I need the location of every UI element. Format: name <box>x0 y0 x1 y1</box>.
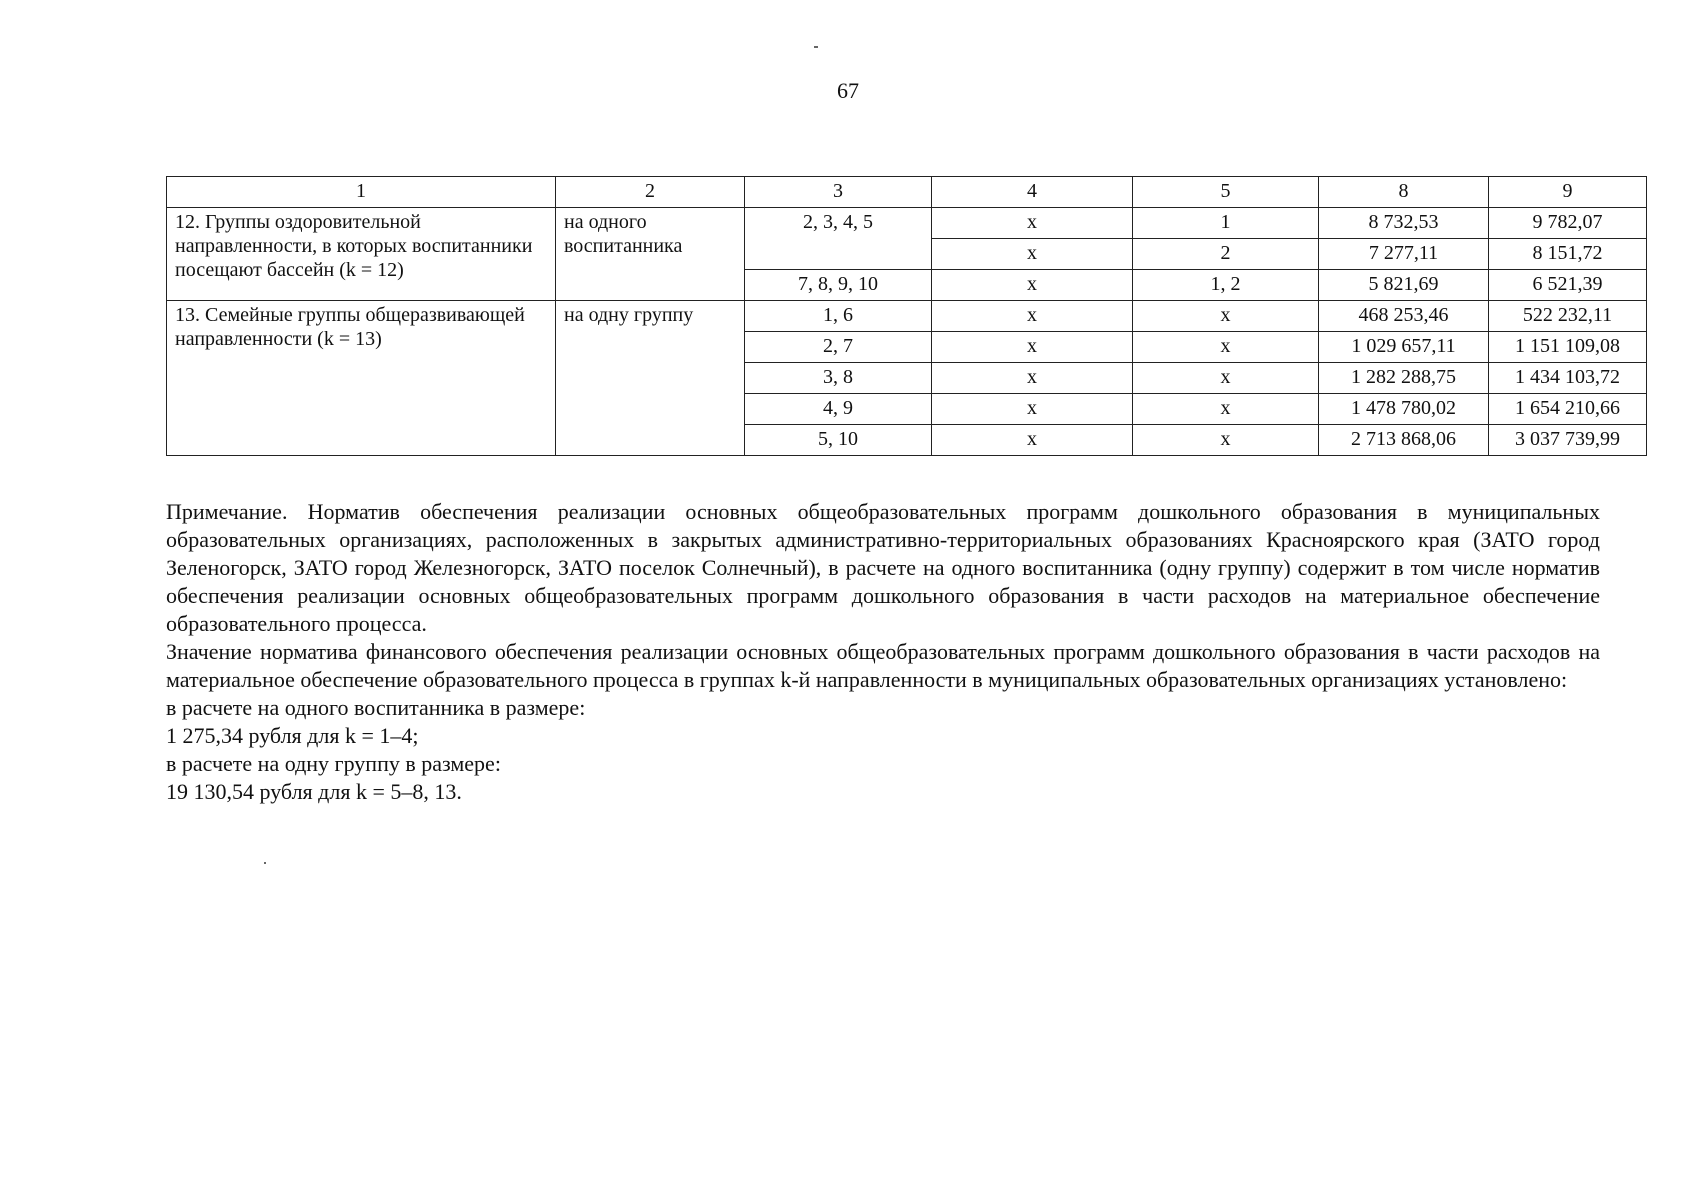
header-cell: 3 <box>745 177 932 208</box>
value-cell: 3 037 739,99 <box>1489 425 1647 456</box>
value-cell: 1 151 109,08 <box>1489 332 1647 363</box>
value-cell: 6 521,39 <box>1489 270 1647 301</box>
header-cell: 8 <box>1319 177 1489 208</box>
value-cell: 1 478 780,02 <box>1319 394 1489 425</box>
age-cell: 7, 8, 9, 10 <box>745 270 932 301</box>
cell: х <box>1133 425 1319 456</box>
group-name-cell: 12. Группы оздоровительной направленности, в которых воспитанники посещают бассейн (k = 12) <box>167 208 556 301</box>
age-cell: 5, 10 <box>745 425 932 456</box>
group-name-cell: 13. Семейные группы общеразвивающей направленности (k = 13) <box>167 301 556 456</box>
note-line: в расчете на одного воспитанника в размере: <box>166 695 586 720</box>
page-number: 67 <box>837 78 859 103</box>
header-cell: 1 <box>167 177 556 208</box>
cell: х <box>1133 301 1319 332</box>
value-cell: 9 782,07 <box>1489 208 1647 239</box>
age-cell: 2, 7 <box>745 332 932 363</box>
header-cell: 9 <box>1489 177 1647 208</box>
note-line: 1 275,34 рубля для k = 1–4; <box>166 723 419 748</box>
cell: 1 <box>1133 208 1319 239</box>
table-row <box>167 301 1647 332</box>
value-cell: 1 434 103,72 <box>1489 363 1647 394</box>
unit-cell: на одну группу <box>556 301 745 456</box>
header-cell: 4 <box>932 177 1133 208</box>
scan-mark <box>814 46 818 48</box>
notes-section <box>166 498 1600 806</box>
norm-table <box>166 176 1647 456</box>
cell: х <box>932 270 1133 301</box>
age-cell: 1, 6 <box>745 301 932 332</box>
note-paragraph: Примечание. Норматив обеспечения реализации основных общеобразовательных программ дошкольного образования в муниципальных образовательных организациях, расположенных в закрытых административно-территориальных образованиях Красноярского края (ЗАТО город Зеленогорск, ЗАТО город Железногорск, ЗАТО поселок Солнечный), в расчете на одного воспитанника (одну группу) содержит в том числе норматив обеспечения реализации основных общеобразовательных программ дошкольного образования в части расходов на материальное обеспечение образовательного процесса. <box>166 499 1600 636</box>
cell: 1, 2 <box>1133 270 1319 301</box>
header-cell: 5 <box>1133 177 1319 208</box>
cell: х <box>932 301 1133 332</box>
value-cell: 8 732,53 <box>1319 208 1489 239</box>
note-line: 19 130,54 рубля для k = 5–8, 13. <box>166 779 462 804</box>
cell: х <box>1133 394 1319 425</box>
value-cell: 522 232,11 <box>1489 301 1647 332</box>
table-row <box>167 208 1647 239</box>
age-cell: 2, 3, 4, 5 <box>745 208 932 270</box>
header-cell: 2 <box>556 177 745 208</box>
value-cell: 2 713 868,06 <box>1319 425 1489 456</box>
cell: х <box>932 208 1133 239</box>
age-cell: 4, 9 <box>745 394 932 425</box>
note-line: в расчете на одну группу в размере: <box>166 751 501 776</box>
cell: х <box>932 239 1133 270</box>
value-cell: 7 277,11 <box>1319 239 1489 270</box>
cell: х <box>932 363 1133 394</box>
table-header-row <box>167 177 1647 208</box>
value-cell: 468 253,46 <box>1319 301 1489 332</box>
value-cell: 8 151,72 <box>1489 239 1647 270</box>
cell: х <box>932 394 1133 425</box>
unit-cell: на одного воспитанника <box>556 208 745 301</box>
value-cell: 5 821,69 <box>1319 270 1489 301</box>
value-cell: 1 282 288,75 <box>1319 363 1489 394</box>
cell: х <box>932 332 1133 363</box>
cell: х <box>932 425 1133 456</box>
note-paragraph: Значение норматива финансового обеспечения реализации основных общеобразовательных программ дошкольного образования в части расходов на материальное обеспечение образовательного процесса в группах k-й направленности в муниципальных образовательных организациях установлено: <box>166 639 1600 692</box>
scan-mark <box>264 862 266 864</box>
value-cell: 1 654 210,66 <box>1489 394 1647 425</box>
cell: х <box>1133 332 1319 363</box>
cell: 2 <box>1133 239 1319 270</box>
value-cell: 1 029 657,11 <box>1319 332 1489 363</box>
cell: х <box>1133 363 1319 394</box>
age-cell: 3, 8 <box>745 363 932 394</box>
